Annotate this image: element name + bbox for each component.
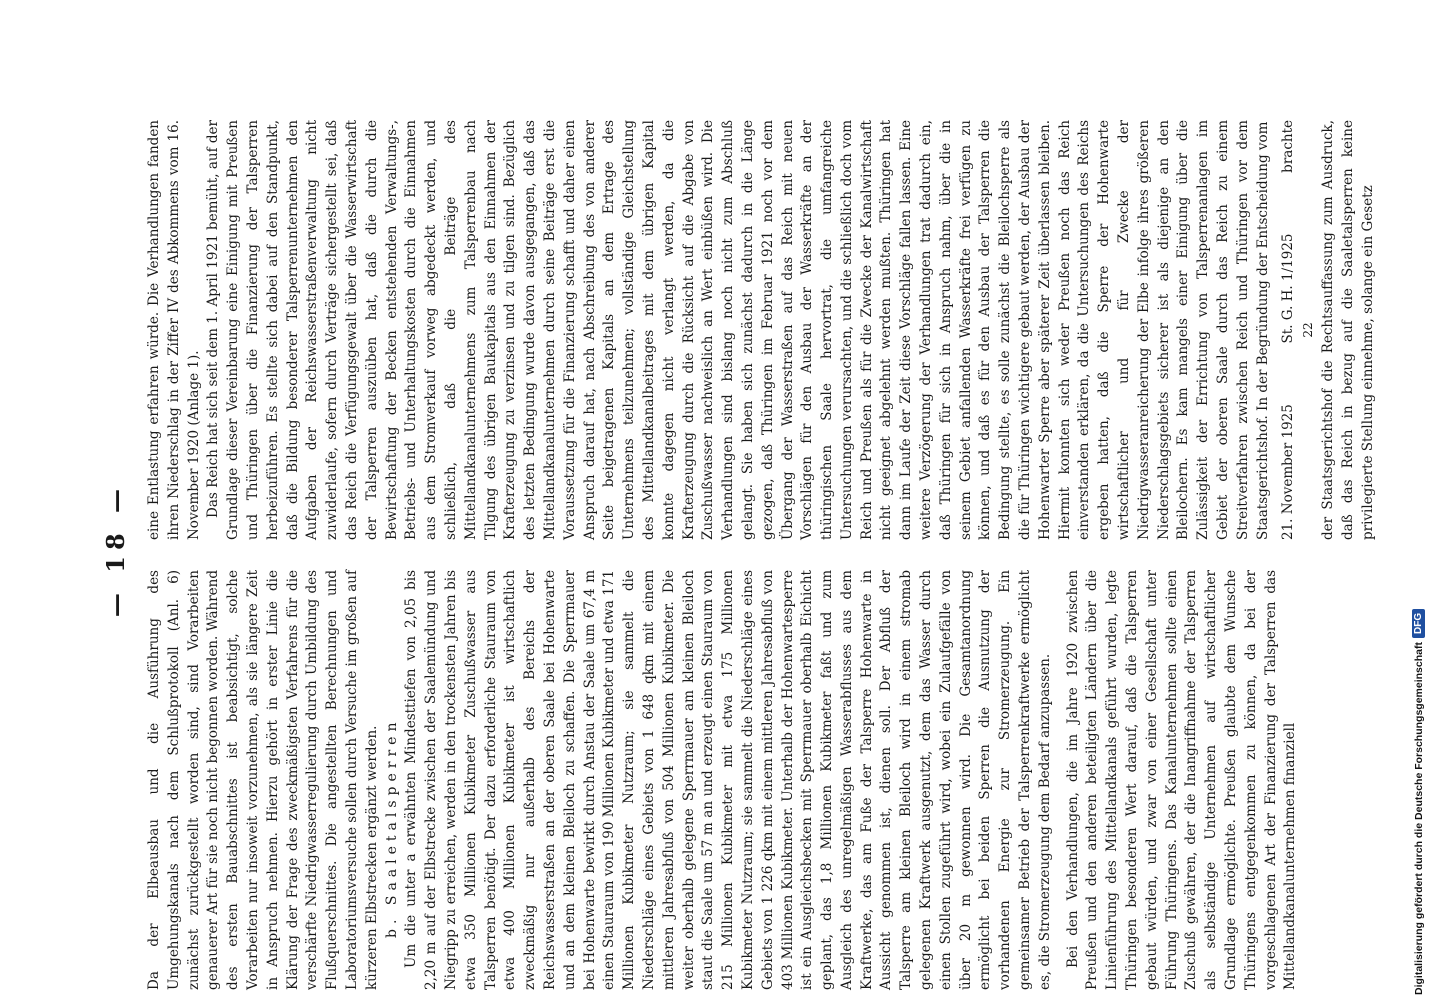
- right-paragraph-1: eine Entlastung erfahren würde. Die Verhandlungen fanden ihren Niederschlag in der Ziffer IV des Abkommens vom 16. November 1920 (Anlage 1).: [146, 120, 202, 540]
- credit-text: Digitalisierung gefördert durch die Deutsche Forschungsgemeinschaft: [1412, 642, 1425, 995]
- page-header: — 18 —: [100, 482, 130, 618]
- right-paragraph-3: der Staatsgerichtshof die Rechtsauffassung zum Ausdruck, daß das Reich in bezug auf die Saaletalsperren keine privilegierte Stellung einnehme, solange ein Gesetz: [1320, 120, 1376, 540]
- left-paragraph-1: Da der Elbeausbau und die Ausführung des Umgehungskanals nach dem Schlußprotokoll (Anl. 6) zunächst zurückgestellt worden sind, sind Vorarbeiten genauerer Art für sie noch nicht begonnen worden. Während des ersten Bauabschnittes ist beabsichtigt, solche Vorarbeiten nur insoweit vorzunehmen, als sie längere Zeit in Anspruch nehmen. Hierzu gehört in erster Linie die Klärung der Frage des zweckmäßigsten Verfahrens für die verschärfte Niedrigwasserregulierung durch Umbildung des Flußquerschnittes. Die angestellten Berechnungen und Laboratoriumsversuche sollen durch Versuche im großen auf kürzeren Elbstrecken ergänzt werden.: [146, 570, 380, 990]
- decision-date: 21. November 1925: [1280, 404, 1297, 540]
- right-column: [145, 120, 1376, 540]
- document-page: [95, 100, 1376, 1000]
- decision-reference: St. G. H. 1/1925: [1280, 233, 1297, 344]
- reference-annotation: 22: [1301, 322, 1316, 338]
- decision-continuation: brachte: [1280, 120, 1297, 173]
- left-paragraph-2: Um die unter a erwähnten Mindesttiefen von 2,05 bis 2,20 m auf der Elbstrecke zwischen der Saalemündung und Niegripp zu erreichen, werden in den trockensten Jahren bis etwa 350 Millionen Kubikmeter Zuschußwasser aus Talsperren benötigt. Der dazu erforderliche Stauraum von etwa 400 Millionen Kubikmeter ist wirtschaftlich zweckmäßig nur außerhalb des Bereichs der Reichswasserstraßen an der oberen Saale bei Hohenwarte und an dem kleinen Bleiloch zu schaffen. Die Sperrmauer bei Hohenwarte bewirkt durch Anstau der Saale um 67,4 m einen Stauraum von 190 Millionen Kubikmeter und etwa 171 Millionen Kubikmeter Nutzraum; sie sammelt die Niederschläge eines Gebiets von 1 648 qkm mit einem mittleren Jahresabfluß von 504 Millionen Kubikmeter. Die weiter oberhalb gelegene Sperrmauer am kleinen Bleiloch staut die Saale um 57 m an und erzeugt einen Stauraum von 215 Millionen Kubikmeter mit etwa 175 Millionen Kubikmeter Nutzraum; sie sammelt die Niederschläge eines Gebiets von 1 226 qkm mit einem mittleren Jahresabfluß von 403 Millionen Kubikmeter. Unterhalb der Hohenwartesperre ist ein Ausgleichsbecken mit Sperrmauer oberhalb Eichicht geplant, das 1,8 Millionen Kubikmeter faßt und zum Ausgleich des unregelmäßigen Wasserabflusses aus dem Kraftwerke, das am Fuße der Talsperre Hohenwarte in Aussicht genommen ist, dienen soll. Der Abfluß der Talsperre am kleinen Bleiloch wird in einem stromab gelegenen Kraftwerk ausgenutzt, dem das Wasser durch einen Stollen zugeführt wird, wobei ein Zulaufgefälle von über 20 m gewonnen wird. Die Gesamtanordnung ermöglicht bei beiden Sperren die Ausnutzung der vorhandenen Energie zur Stromerzeugung. Ein gemeinsamer Betrieb der Talsperrenkraftwerke ermöglicht es, die Stromerzeugung dem Bedarf anzupassen.: [403, 570, 1053, 990]
- section-heading: b. Saaletalsperren: [383, 717, 400, 938]
- right-paragraph-2: Das Reich hat sich seit dem 1. April 1921 bemüht, auf der Grundlage dieser Vereinbarung eine Einigung mit Preußen und Thüringen über die Finanzierung der Talsperren herbeizuführen. Es stellte sich dabei auf den Standpunkt, daß die Bildung besonderer Talsperrenunternehmen den Aufgaben der Reichswasserstraßenverwaltung nicht zuwiderlaufe, sofern durch Verträge sichergestellt sei, daß das Reich die Verfügungsgewalt über die Wasserwirtschaft der Talsperren auszuüben hat, daß die durch die Bewirtschaftung der Becken entstehenden Verwaltungs-, Betriebs- und Unterhaltungskosten durch die Einnahmen aus dem Stromverkauf vorweg abgedeckt werden, und schließlich, daß die Beiträge des Mittellandkanalunternehmens zum Talsperrenbau nach Tilgung des übrigen Baukapitals aus den Einnahmen der Krafterzeugung zu verzinsen und zu tilgen sind. Bezüglich des letzten Bedingung wurde davon ausgegangen, daß das Mittellandkanalunternehmen durch seine Beiträge erst die Voraussetzung für die Finanzierung schafft und daher einen Anspruch darauf hat, nach Abschreibung des von anderer Seite beigetragenen Kapitals an dem Ertrage des Unternehmens teilzunehmen; vollständige Gleichstellung des Mittellandkanalbeitrages mit dem übrigen Kapital konnte dagegen nicht verlangt werden, da die Krafterzeugung durch die Rücksicht auf die Abgabe von Zuschußwasser nachweislich an Wert einbüßen wird. Die Verhandlungen sind bislang noch nicht zum Abschluß gelangt. Sie haben sich zunächst dadurch in die Länge gezogen, daß Thüringen im Februar 1921 noch vor dem Übergang der Wasserstraßen auf das Reich mit neuen Vorschlägen für den Ausbau der Wasserkräfte an der thüringischen Saale hervortrat, die umfangreiche Untersuchungen verursachten, und die schließlich doch vom Reich und Preußen als für die Zwecke der Kanalwirtschaft nicht geeignet abgelehnt werden mußten. Thüringen hat dann im Laufe der Zeit diese Vorschläge fallen lassen. Eine weitere Verzögerung der Verhandlungen trat dadurch ein, daß Thüringen für sich in Anspruch nahm, über die in seinem Gebiet anfallenden Wasserkräfte frei verfügen zu können, und daß es für den Ausbau der Talsperren die Bedingung stellte, es solle zunächst die Bleilochsperre als die für Thüringen wichtigere gebaut werden, der Ausbau der Hohenwarter Sperre aber späterer Zeit überlassen bleiben. Hiermit konnten sich weder Preußen noch das Reich einverstanden erklären, da die Untersuchungen des Reichs ergeben hatten, daß die Sperre der Hohenwarte wirtschaftlicher und für Zwecke der Niedrigwasseranreicherung der Elbe infolge ihres größeren Niederschlagsgebiets sicherer ist als diejenige an den Bleilochern. Es kam mangels einer Einigung über die Zulässigkeit der Errichtung von Talsperrenanlagen im Gebiet der oberen Saale durch das Reich zu einem Streitverfahren zwischen Reich und Thüringen vor dem Staatsgerichtshof. In der Begründung der Entscheidung vom: [205, 120, 1271, 540]
- left-paragraph-3: Bei den Verhandlungen, die im Jahre 1920 zwischen Preußen und den anderen beteiligten Ländern über die Linienführung des Mittellandkanals geführt wurden, legte Thüringen besonderen Wert darauf, daß die Talsperren gebaut würden, und zwar von einer Gesellschaft unter Führung Thüringens. Das Kanalunternehmen sollte einen Zuschuß gewähren, der die Inangriffnahme der Talsperren als selbständige Unternehmen auf wirtschaftlicher Grundlage ermöglichte. Preußen glaubte dem Wunsche Thüringens entgegenkommen zu können, da bei der vorgeschlagenen Art der Finanzierung der Talsperren das Mittellandkanalunternehmen finanziell: [1064, 570, 1299, 990]
- left-column: [145, 570, 1299, 990]
- decision-date-line: [1279, 120, 1299, 540]
- dfg-logo: DFG: [1412, 609, 1425, 638]
- digitization-credit: [1412, 609, 1425, 995]
